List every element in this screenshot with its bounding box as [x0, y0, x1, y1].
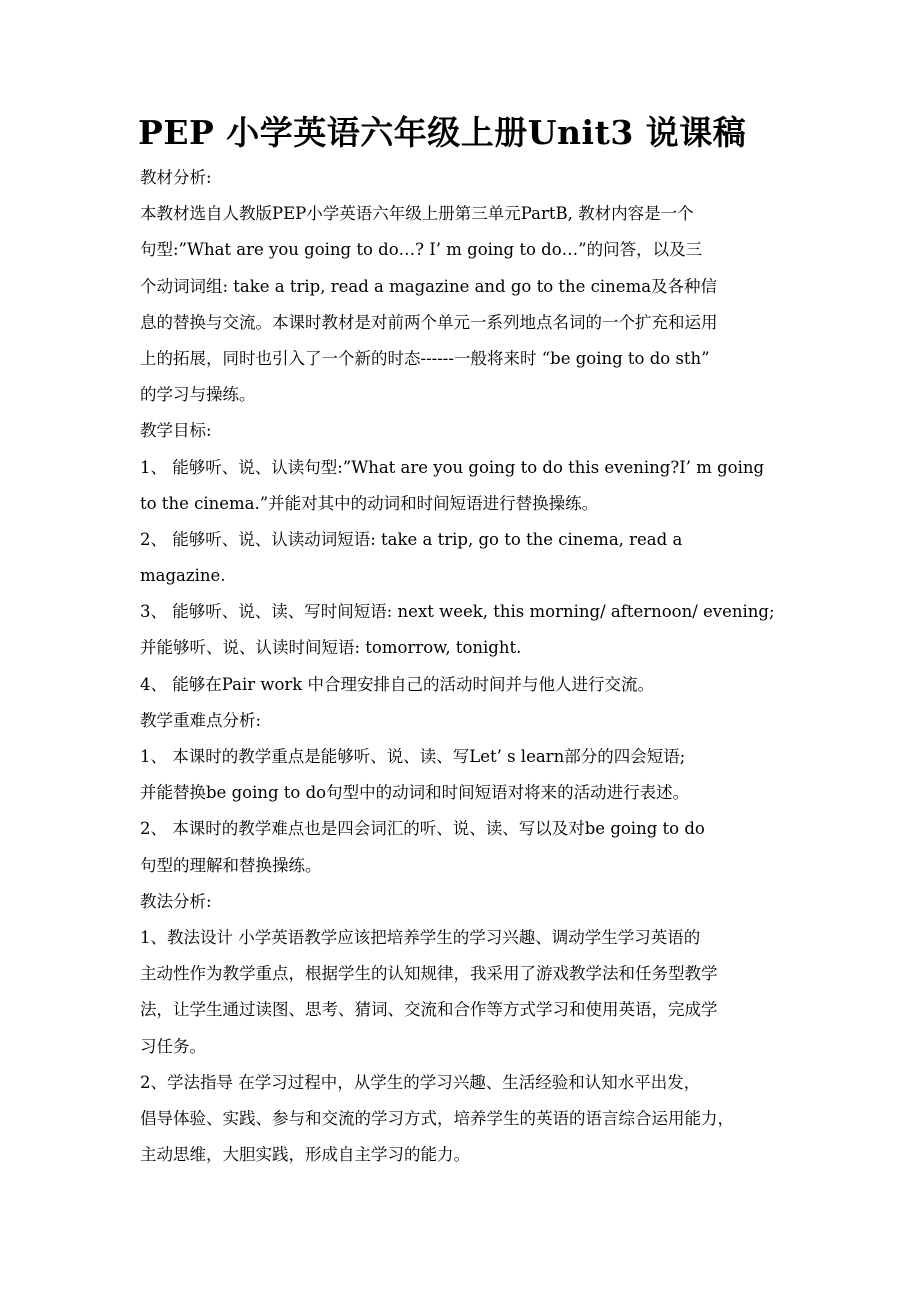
- list-item-line: 并能替换be going to do句型中的动词和时间短语对将来的活动进行表述。: [140, 783, 690, 803]
- paragraph-line: 的学习与操练。: [140, 385, 256, 405]
- document-title: PEP 小学英语六年级上册Unit3 说课稿: [138, 113, 747, 152]
- paragraph-line: 主动思维，大胆实践，形成自主学习的能力。: [140, 1145, 470, 1165]
- list-item-line: 1、 能够听、说、认读句型:”What are you going to do this evening?I’ m going: [140, 457, 765, 477]
- paragraph-line: 句型:”What are you going to do…? I’ m going to do…”的问答，以及三: [140, 240, 703, 260]
- list-item-line: 4、 能够在Pair work 中合理安排自己的活动时间并与他人进行交流。: [140, 674, 655, 694]
- paragraph-line: 本教材选自人教版PEP小学英语六年级上册第三单元PartB, 教材内容是一个: [140, 204, 694, 224]
- list-item-line: to the cinema.”并能对其中的动词和时间短语进行替换操练。: [140, 493, 599, 513]
- paragraph-line: 1、教法设计 小学英语教学应该把培养学生的学习兴趣、调动学生学习英语的: [140, 927, 701, 947]
- list-item-line: 3、 能够听、说、读、写时间短语: next week, this morning/ afternoon/ evening;: [140, 602, 775, 622]
- list-item-line: 2、 本课时的教学难点也是四会词汇的听、说、读、写以及对be going to do: [140, 819, 705, 839]
- paragraph-line: 息的替换与交流。本课时教材是对前两个单元一系列地点名词的一个扩充和运用: [140, 312, 718, 332]
- section-heading-textbook-analysis: 教材分析:: [140, 168, 212, 187]
- paragraph-line: 习任务。: [140, 1036, 206, 1056]
- list-item-line: 句型的理解和替换操练。: [140, 855, 322, 875]
- paragraph-line: 2、学法指导 在学习过程中，从学生的学习兴趣、生活经验和认知水平出发，: [140, 1072, 701, 1092]
- paragraph-line: 法，让学生通过读图、思考、猜词、交流和合作等方式学习和使用英语，完成学: [140, 1000, 718, 1020]
- list-item-line: magazine.: [140, 566, 226, 586]
- paragraph-line: 倡导体验、实践、参与和交流的学习方式，培养学生的英语的语言综合运用能力，: [140, 1108, 734, 1128]
- document-body: [140, 160, 840, 1173]
- section-heading-teaching-goals: 教学目标:: [140, 421, 212, 441]
- paragraph-line: 主动性作为教学重点，根据学生的认知规律，我采用了游戏教学法和任务型教学: [140, 964, 718, 984]
- section-heading-method-analysis: 教法分析:: [140, 891, 212, 911]
- list-item-line: 2、 能够听、说、认读动词短语: take a trip, go to the cinema, read a: [140, 529, 683, 549]
- section-heading-key-points: 教学重难点分析:: [140, 710, 262, 730]
- paragraph-line: 上的拓展，同时也引入了一个新的时态------一般将来时 “be going to do sth”: [140, 348, 710, 368]
- list-item-line: 1、 本课时的教学重点是能够听、说、读、写Let’ s learn部分的四会短语;: [140, 747, 686, 766]
- list-item-line: 并能够听、说、认读时间短语: tomorrow, tonight.: [140, 638, 522, 658]
- paragraph-line: 个动词词组: take a trip, read a magazine and go to the cinema及各种信: [140, 276, 718, 296]
